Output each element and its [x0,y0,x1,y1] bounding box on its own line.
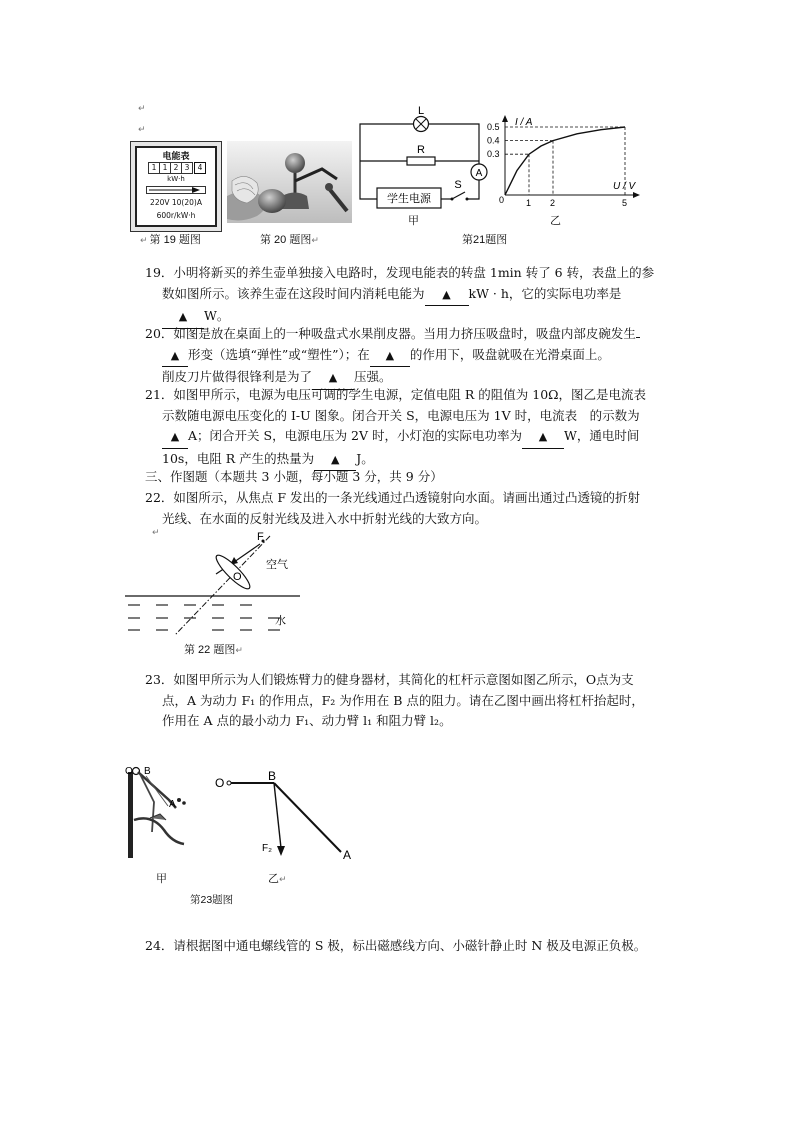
x-axis-label: U / V [613,181,636,192]
q20-line2-b: 的作用下，吸盘就吸在光滑桌面上。 [409,346,610,362]
air-label: 空气 [266,559,288,571]
answer-blank[interactable]: ▲ [162,346,188,368]
question-21 [145,385,690,471]
paragraph-mark: ↵ [140,236,148,246]
q20-line2-a: 形变（选填“弹性”或“塑性”）；在 [188,346,370,362]
question-24: 24．请根据图中通电螺线管的 S 极，标出磁感线方向、小磁针静止时 N 极及电源正负极。 [145,938,647,953]
y-tick-label: 0.3 [487,149,500,160]
lever-b-label: B [268,770,277,783]
y-tick-label: 0.4 [487,135,500,146]
question-20 [145,324,690,390]
q23-line3: 作用在 A 点的最小动力 F₁、动力臂 l₁ 和阻力臂 l₂。 [162,713,452,728]
answer-blank[interactable]: ▲ [314,450,356,472]
answer-blank[interactable]: ▲ [312,368,354,390]
ammeter-label: A [475,168,483,179]
paragraph-mark: ↵ [138,104,146,114]
origin-label: 0 [499,195,505,205]
circuit-diagram [355,104,495,219]
q20-line3-b: 压强。 [354,369,392,384]
question-19 [145,263,690,329]
meter-title: 电能表 [162,152,190,162]
q20-line1: 20．如图是放在桌面上的一种吸盘式水果削皮器。当用力挤压吸盘时，吸盘内部皮碗发生 [145,326,636,341]
paragraph-mark: ↵ [279,875,287,885]
q21-line1: 21．如图甲所示，电源为电压可调的学生电源，定值电阻 R 的阻值为 10Ω，图乙是电流表 [145,387,647,402]
force-f2-label: F₂ [262,843,272,854]
switch-label: S [454,179,462,191]
iu-curve [505,127,625,195]
electricity-meter-figure [130,141,222,232]
fig21-jia-label: 甲 [408,215,419,227]
question-23 [145,670,690,732]
power-source-label: 学生电源 [387,193,431,205]
answer-blank[interactable]: ▲ [162,307,204,329]
fruit-peeler-photo [227,141,352,223]
meter-spec: 220V 10(20)A [150,198,202,207]
q21-line2: 示数随电源电压变化的 I-U 图象。闭合开关 S，电源电压为 1V 时，电流表 的示数为 [162,407,640,423]
meter-digits [148,162,206,174]
resistor-symbol [407,157,435,165]
fig23-jia-label: 甲 [156,873,167,885]
x-tick-label: 2 [550,198,556,208]
wall-post [128,772,133,858]
lever-a-label: A [343,848,352,862]
meter-unit: kW·h [167,175,185,183]
optical-axis [175,536,270,635]
lens-center-label: O [233,571,242,583]
meter-digit: 1 [160,162,171,174]
section-3-heading: 三、作图题（本题共 3 小题，每小题 3 分，共 9 分） [145,469,443,484]
pivot-o-label: O [125,766,133,777]
q19-line1: 19．小明将新买的养生壶单独接入电路时，发现电能表的转盘 1min 转了 6 转，表盘上的参 [145,265,655,280]
y-axis-label: I / A [515,117,533,128]
meter-digit: 3 [182,162,193,174]
fig20-caption: 第 20 题图 [260,234,312,246]
fig23-yi-label: 乙 [268,873,279,885]
fig22-caption: 第 22 题图 [184,644,236,656]
q21-line4-b: J。 [356,450,374,466]
paragraph-mark: ↵ [311,236,319,246]
question-22 [145,488,690,529]
fig21-caption: 第21题图 [462,234,508,246]
x-tick-label: 5 [622,198,628,208]
lever-arm-ba [274,783,341,852]
q22-line1: 22．如图所示，从焦点 F 发出的一条光线通过凸透镜射向水面。请画出通过凸透镜的折射 [145,490,641,505]
answer-blank[interactable]: ▲ [370,346,410,368]
lever-diagram [210,770,360,865]
fig19-caption: 第 19 题图 [149,234,201,246]
answer-blank[interactable]: ▲ [522,427,564,449]
iu-graph [485,113,645,223]
q21-line4-a: 10s，电阻 R 产生的热量为 [162,450,315,466]
resistor-label: R [417,144,425,156]
fig21-yi-label: 乙 [550,215,561,227]
paragraph-mark: ↵ [138,125,146,135]
force-f2-arrow [274,783,281,848]
point-b-label: B [144,766,151,777]
q21-line3-b: W，通电时间 [564,428,640,443]
focus-label: F [257,531,264,543]
meter-digit: 2 [171,162,182,174]
answer-blank[interactable]: ▲ [425,285,469,307]
point-a-label: A [169,799,176,810]
meter-dial-bar [146,185,206,195]
q20-line3-a: 削皮刀片做得很锋利是为了 [162,369,313,384]
q23-line1: 23．如图甲所示为人们锻炼臂力的健身器材，其简化的杠杆示意图如图乙所示，O点为支 [145,672,634,687]
meter-digit-decimal: 4 [194,162,206,174]
lens-water-diagram [120,530,305,640]
q23-line2: 点，A 为动力 F₁ 的作用点，F₂ 为作用在 B 点的阻力。请在乙图中画出将杠杆抬起时， [162,692,644,708]
lamp-label: L [417,105,425,117]
meter-digit: 1 [148,162,160,174]
answer-blank[interactable]: ▲ [162,427,188,449]
lever-o-label: O [215,776,225,790]
meter-rate: 600r/kW·h [156,211,196,220]
switch-symbol [452,192,465,199]
fig23-caption: 第23题图 [190,894,234,906]
q21-line3-a: A；闭合开关 S，电源电压为 2V 时，小灯泡的实际电功率为 [188,428,522,443]
paragraph-mark: ↵ [235,646,243,656]
q22-line2: 光线、在水面的反射光线及进入水中折射光线的大致方向。 [162,510,488,526]
water-label: 水 [275,615,286,627]
exercise-equipment-figure [124,762,196,862]
q19-line3: W。 [204,308,230,323]
paragraph-mark: ↵ [152,528,160,538]
q19-line2-b: kW · h，它的实际电功率是 [468,285,622,301]
x-tick-label: 1 [526,198,532,208]
y-tick-label: 0.5 [487,122,500,132]
incident-ray [237,544,260,560]
q19-line2-a: 数如图所示。该养生壶在这段时间内消耗电能为 [162,285,425,301]
